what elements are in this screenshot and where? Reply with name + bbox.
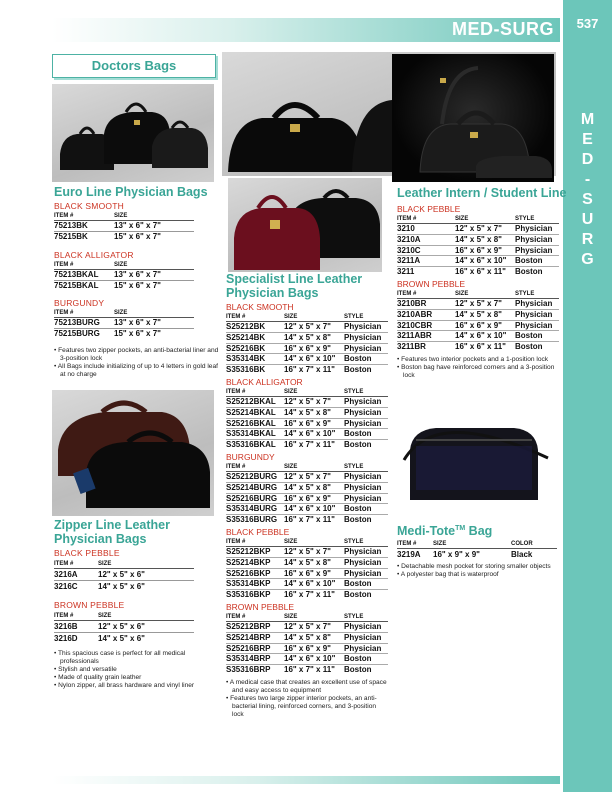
item-style: Boston <box>344 365 372 375</box>
item-number: S25214BRP <box>226 632 271 642</box>
section-heading: Doctors Bags <box>52 54 216 78</box>
item-number: S25216BKP <box>226 568 271 578</box>
table-row <box>226 504 388 515</box>
item-number: S35314BKAL <box>226 429 276 439</box>
item-size: 16" x 6" x 11" <box>455 267 506 277</box>
col-size-header: SIZE <box>284 314 298 320</box>
item-style: Physician <box>344 396 382 406</box>
item-number: 3216C <box>54 582 78 591</box>
item-number: S25212BKAL <box>226 396 276 406</box>
side-letter: S <box>582 191 593 208</box>
table-row <box>397 299 559 310</box>
item-style: Boston <box>344 440 372 450</box>
item-number: S35314BK <box>226 354 266 364</box>
group-subtitle: BLACK ALLIGATOR <box>226 376 303 387</box>
table-row <box>54 633 194 644</box>
table-header <box>397 290 559 299</box>
col-item-header: ITEM # <box>226 613 246 620</box>
item-number: 3216A <box>54 570 78 579</box>
item-size: 12" x 5" x 6" <box>98 570 145 579</box>
specialist-groups <box>226 302 388 719</box>
col-size-header: SIZE <box>114 213 128 219</box>
item-number: 3211BR <box>397 342 426 352</box>
col-style-header: STYLE <box>515 290 535 297</box>
col-style-header: STYLE <box>344 463 364 470</box>
item-size: 14" x 6" x 10" <box>284 429 336 439</box>
zipper-table-black-pebble <box>54 560 194 592</box>
header-bar <box>52 18 560 42</box>
item-style: Physician <box>515 309 553 319</box>
feature-bullet: • Features two interior pockets and a 1-position lock <box>397 355 549 363</box>
item-number: 3216D <box>54 634 78 643</box>
zipper-subtitle-black-pebble: BLACK PEBBLE <box>54 548 120 558</box>
side-tab <box>563 0 612 792</box>
col-item-header: ITEM # <box>54 613 74 619</box>
item-style: Boston <box>515 331 543 341</box>
table-row <box>226 429 388 440</box>
col-size-header: SIZE <box>98 561 112 567</box>
item-size: 14" x 5" x 8" <box>284 632 331 642</box>
item-style: Physician <box>344 568 382 578</box>
euro-bags-photo <box>52 84 214 182</box>
table-row <box>54 569 194 581</box>
item-style: Physician <box>344 322 382 331</box>
side-letter: E <box>582 131 593 148</box>
item-size: 16" x 6" x 9" <box>284 643 331 653</box>
item-size: 16" x 6" x 9" <box>455 245 502 255</box>
item-number: S25216BKAL <box>226 418 276 428</box>
item-size: 12" x 5" x 7" <box>284 322 331 331</box>
col-style-header: STYLE <box>515 216 535 222</box>
item-style: Physician <box>515 298 553 308</box>
item-style: Physician <box>344 632 382 642</box>
col-size-header: SIZE <box>98 613 112 619</box>
item-size: 13" x 6" x 7" <box>114 318 161 327</box>
table-row <box>226 354 388 365</box>
col-size-header: SIZE <box>284 538 298 545</box>
item-number: 75215BKAL <box>54 281 99 290</box>
feature-bullet: • Detachable mesh pocket for storing smaller objects <box>397 563 557 571</box>
side-letter: U <box>581 211 594 228</box>
table-row <box>226 547 388 558</box>
table-row <box>226 419 388 430</box>
meditote-title <box>397 522 492 538</box>
table-row <box>226 483 388 494</box>
item-size: 16" x 6" x 9" <box>284 568 331 578</box>
table-row <box>54 281 194 291</box>
item-number: S35316BKP <box>226 590 271 600</box>
item-size: 12" x 5" x 6" <box>98 622 145 631</box>
item-style: Physician <box>344 621 382 631</box>
col-item-header: ITEM # <box>54 262 74 268</box>
table-row <box>226 622 388 633</box>
table-row <box>54 318 194 329</box>
table-row <box>397 235 559 246</box>
item-style: Boston <box>344 354 372 364</box>
table-row <box>54 232 194 242</box>
item-number: S25214BKP <box>226 557 271 567</box>
col-item-header: ITEM # <box>397 216 417 222</box>
table-row <box>397 310 559 321</box>
item-style: Boston <box>515 342 543 352</box>
specialist-colors-photo <box>228 178 382 272</box>
meditote-title-suffix: Bag <box>465 524 493 539</box>
feature-bullet: • Stylish and versatile <box>54 666 222 674</box>
item-style: Physician <box>515 224 553 233</box>
col-size-header: SIZE <box>284 463 298 470</box>
col-item-header: ITEM # <box>54 310 74 316</box>
table-row <box>226 515 388 525</box>
item-number: 3216B <box>54 622 78 631</box>
col-item-header: ITEM # <box>54 561 74 567</box>
table-header <box>226 313 388 322</box>
item-style: Physician <box>344 343 382 353</box>
item-number: 3210ABR <box>397 309 433 319</box>
col-style-header: STYLE <box>344 388 364 395</box>
zipper-table-brown-pebble <box>54 612 194 644</box>
feature-bullet: • Boston bag have reinforced corners and a 3-position lock <box>397 363 555 379</box>
side-letter: D <box>581 151 594 168</box>
col-item-header: ITEM # <box>397 541 417 547</box>
table-row <box>397 246 559 257</box>
section-header-title: MED-SURG <box>452 19 554 39</box>
euro-subtitle-black-alligator: BLACK ALLIGATOR <box>54 250 134 260</box>
item-size: 14" x 5" x 8" <box>284 332 331 342</box>
item-number: S25212BURG <box>226 471 278 481</box>
item-size: 15" x 6" x 7" <box>114 281 161 290</box>
feature-bullet: • Nylon zipper, all brass hardware and vinyl liner <box>54 682 222 690</box>
item-size: 16" x 7" x 11" <box>284 365 335 375</box>
intern-bags-photo <box>392 54 554 182</box>
item-number: 75215BURG <box>54 329 100 338</box>
table-row <box>397 224 559 235</box>
item-size: 12" x 5" x 7" <box>284 471 331 481</box>
feature-list <box>397 356 559 380</box>
col-size-header: SIZE <box>455 216 469 222</box>
item-number: 75215BK <box>54 232 88 241</box>
table-row <box>226 365 388 375</box>
meditote-bag-photo <box>396 400 554 512</box>
item-size: 14" x 5" x 8" <box>455 309 502 319</box>
item-style: Physician <box>344 471 382 481</box>
table-row <box>54 221 194 232</box>
group-subtitle: BLACK PEBBLE <box>226 526 290 537</box>
col-item-header: ITEM # <box>226 388 246 395</box>
item-number: S25212BRP <box>226 621 271 631</box>
table-row <box>226 569 388 580</box>
table-row <box>226 408 388 419</box>
item-size: 14" x 5" x 6" <box>98 582 145 591</box>
table-row <box>226 472 388 483</box>
specialist-title <box>226 272 362 300</box>
item-style: Boston <box>344 654 372 664</box>
intern-title: Leather Intern / Student Line <box>397 186 567 200</box>
col-item-header: ITEM # <box>226 314 246 320</box>
feature-list <box>226 679 388 719</box>
item-size: 14" x 5" x 6" <box>98 634 145 643</box>
euro-table-black-smooth <box>54 212 194 242</box>
table-row <box>226 654 388 665</box>
table-row <box>54 270 194 281</box>
zipper-subtitle-brown-pebble: BROWN PEBBLE <box>54 600 125 610</box>
item-size: 14" x 6" x 10" <box>455 256 507 266</box>
item-number: S35316BRP <box>226 665 271 675</box>
item-size: 12" x 5" x 7" <box>284 396 331 406</box>
euro-table-black-alligator <box>54 261 194 291</box>
table-header <box>226 388 388 397</box>
euro-title: Euro Line Physician Bags <box>54 185 208 199</box>
item-number: 3211ABR <box>397 331 432 341</box>
col-style-header: STYLE <box>344 613 364 620</box>
item-number: S25214BK <box>226 332 266 342</box>
item-style: Physician <box>344 643 382 653</box>
col-item-header: ITEM # <box>226 538 246 545</box>
item-size: 14" x 6" x 10" <box>284 504 336 514</box>
item-size: 15" x 6" x 7" <box>114 329 161 338</box>
item-size: 14" x 5" x 8" <box>284 407 331 417</box>
meditote-table <box>397 540 557 560</box>
item-size: 14" x 5" x 8" <box>284 557 331 567</box>
item-number: S25214BKAL <box>226 407 276 417</box>
item-style: Physician <box>344 482 382 492</box>
item-number: 75213BURG <box>54 318 100 327</box>
feature-bullet: • Features two large zipper interior pockets, an anti-bacterial lining, reinforced corners, and 3-position lock <box>226 694 377 718</box>
item-size: 14" x 6" x 10" <box>284 579 336 589</box>
item-style: Boston <box>344 665 372 675</box>
side-letter: M <box>580 111 595 128</box>
item-size: 15" x 6" x 7" <box>114 232 161 241</box>
item-number: 3211A <box>397 256 421 266</box>
item-number: S25216BURG <box>226 493 278 503</box>
table-row <box>226 633 388 644</box>
table-row <box>54 581 194 592</box>
col-style-header: STYLE <box>344 314 364 320</box>
item-style: Physician <box>344 332 382 342</box>
item-style: Boston <box>344 515 372 525</box>
item-size: 16" x 6" x 9" <box>455 320 502 330</box>
item-number: S35314BRP <box>226 654 271 664</box>
side-letter: R <box>581 231 594 248</box>
table-row <box>226 665 388 675</box>
table-header <box>226 463 388 472</box>
item-size: 14" x 5" x 8" <box>455 234 502 244</box>
item-size: 14" x 5" x 8" <box>284 482 331 492</box>
col-size-header: SIZE <box>284 613 298 620</box>
specialist-title-line2: Physician Bags <box>226 286 319 300</box>
item-number: S35316BKAL <box>226 440 276 450</box>
intern-groups <box>397 204 559 380</box>
feature-bullet: • A polyester bag that is waterproof <box>397 571 557 579</box>
item-number: S25212BK <box>226 322 266 331</box>
item-number: S35314BURG <box>226 504 278 514</box>
zipper-features <box>54 650 222 690</box>
zipper-title-line1: Zipper Line Leather <box>54 518 170 532</box>
item-number: S25216BRP <box>226 643 271 653</box>
item-number: 3211 <box>397 267 415 277</box>
side-letter: - <box>584 171 591 188</box>
table-row <box>397 549 557 560</box>
table-row <box>397 342 559 352</box>
item-size: 12" x 5" x 7" <box>455 224 502 233</box>
item-size: 12" x 5" x 7" <box>455 298 502 308</box>
item-size: 12" x 5" x 7" <box>284 546 331 556</box>
item-color: Black <box>511 550 533 559</box>
item-number: S35316BK <box>226 365 266 375</box>
side-tab-letters <box>563 110 612 270</box>
item-number: S25212BKP <box>226 546 271 556</box>
group-subtitle: BROWN PEBBLE <box>397 278 466 289</box>
col-item-header: ITEM # <box>226 463 246 470</box>
footer-bar <box>52 776 560 784</box>
item-style: Physician <box>515 320 553 330</box>
euro-features <box>54 347 224 379</box>
col-item-header: ITEM # <box>397 290 417 297</box>
table-header <box>226 538 388 547</box>
euro-subtitle-black-smooth: BLACK SMOOTH <box>54 201 124 211</box>
feature-bullet: • Features two zipper pockets, an anti-bacterial liner and 3-position lock <box>54 347 224 363</box>
item-style: Physician <box>344 493 382 503</box>
table-row <box>54 329 194 339</box>
item-number: S35316BURG <box>226 515 278 525</box>
trademark-mark: TM <box>455 525 466 532</box>
item-number: S25216BK <box>226 343 266 353</box>
col-color-header: COLOR <box>511 541 533 547</box>
item-number: S35314BKP <box>226 579 271 589</box>
table-row <box>226 494 388 505</box>
item-number: S25214BURG <box>226 482 278 492</box>
col-size-header: SIZE <box>114 310 128 316</box>
table-header <box>226 613 388 622</box>
item-style: Boston <box>344 579 372 589</box>
item-style: Physician <box>344 407 382 417</box>
table-row <box>226 558 388 569</box>
col-item-header: ITEM # <box>54 213 74 219</box>
euro-table-burgundy <box>54 309 194 339</box>
table-row <box>226 333 388 344</box>
item-style: Physician <box>344 418 382 428</box>
zipper-title <box>54 518 170 546</box>
item-number: 3210C <box>397 245 421 255</box>
side-letter: G <box>581 251 594 268</box>
table-row <box>397 331 559 342</box>
item-style: Physician <box>515 245 553 255</box>
feature-bullet: • Made of quality grain leather <box>54 674 222 682</box>
col-size-header: SIZE <box>455 290 469 297</box>
table-header <box>397 215 559 224</box>
item-size: 14" x 6" x 10" <box>455 331 507 341</box>
item-style: Boston <box>344 590 372 600</box>
table-row <box>226 344 388 355</box>
item-size: 16" x 7" x 11" <box>284 440 335 450</box>
item-size: 16" x 7" x 11" <box>284 590 335 600</box>
item-size: 14" x 6" x 10" <box>284 654 336 664</box>
group-subtitle: BURGUNDY <box>226 451 275 462</box>
group-subtitle: BLACK PEBBLE <box>397 204 461 214</box>
zipper-title-line2: Physician Bags <box>54 532 147 546</box>
item-number: 3210 <box>397 224 415 233</box>
item-style: Physician <box>344 546 382 556</box>
table-row <box>226 644 388 655</box>
item-size: 14" x 6" x 10" <box>284 354 336 364</box>
item-size: 16" x 6" x 9" <box>284 493 331 503</box>
item-style: Boston <box>344 429 372 439</box>
table-row <box>54 621 194 633</box>
specialist-title-line1: Specialist Line Leather <box>226 272 363 286</box>
item-size: 16" x 7" x 11" <box>284 665 335 675</box>
item-style: Boston <box>515 267 543 277</box>
item-number: 3210CBR <box>397 320 433 330</box>
zipper-bags-photo <box>52 390 214 516</box>
item-size: 12" x 5" x 7" <box>284 621 331 631</box>
item-size: 16" x 9" x 9" <box>433 550 480 559</box>
col-size-header: SIZE <box>284 388 298 395</box>
feature-bullet: • All Bags include initializing of up to 4 letters in gold leaf at no charge <box>54 363 224 379</box>
group-subtitle: BLACK SMOOTH <box>226 302 294 312</box>
item-size: 16" x 6" x 11" <box>455 342 506 352</box>
col-style-header: STYLE <box>344 538 364 545</box>
item-style: Physician <box>344 557 382 567</box>
item-style: Physician <box>515 234 553 244</box>
item-size: 13" x 6" x 7" <box>114 221 161 230</box>
meditote-title-main: Medi-Tote <box>397 524 456 539</box>
item-number: 3219A <box>397 550 421 559</box>
item-number: 75213BK <box>54 221 88 230</box>
item-number: 75213BKAL <box>54 270 99 279</box>
item-style: Boston <box>344 504 372 514</box>
item-size: 16" x 7" x 11" <box>284 515 335 525</box>
table-row <box>226 579 388 590</box>
table-row <box>397 321 559 332</box>
feature-bullet: • A medical case that creates an excellent use of space and easy access to equipment <box>226 678 387 694</box>
meditote-features <box>397 563 557 579</box>
page-number: 537 <box>576 16 599 31</box>
table-row <box>226 397 388 408</box>
item-number: 3210A <box>397 234 421 244</box>
col-size-header: SIZE <box>433 541 447 547</box>
group-subtitle: BROWN PEBBLE <box>226 601 295 612</box>
item-number: 3210BR <box>397 298 427 308</box>
table-row <box>226 322 388 333</box>
col-size-header: SIZE <box>114 262 128 268</box>
item-size: 13" x 6" x 7" <box>114 270 161 279</box>
table-row <box>397 267 559 277</box>
feature-bullet: • This spacious case is perfect for all medical professionals <box>54 650 222 666</box>
item-size: 16" x 6" x 9" <box>284 418 331 428</box>
euro-subtitle-burgundy: BURGUNDY <box>54 298 105 308</box>
table-row <box>226 440 388 450</box>
item-size: 16" x 6" x 9" <box>284 343 331 353</box>
table-row <box>397 256 559 267</box>
item-style: Boston <box>515 256 543 266</box>
table-row <box>226 590 388 600</box>
